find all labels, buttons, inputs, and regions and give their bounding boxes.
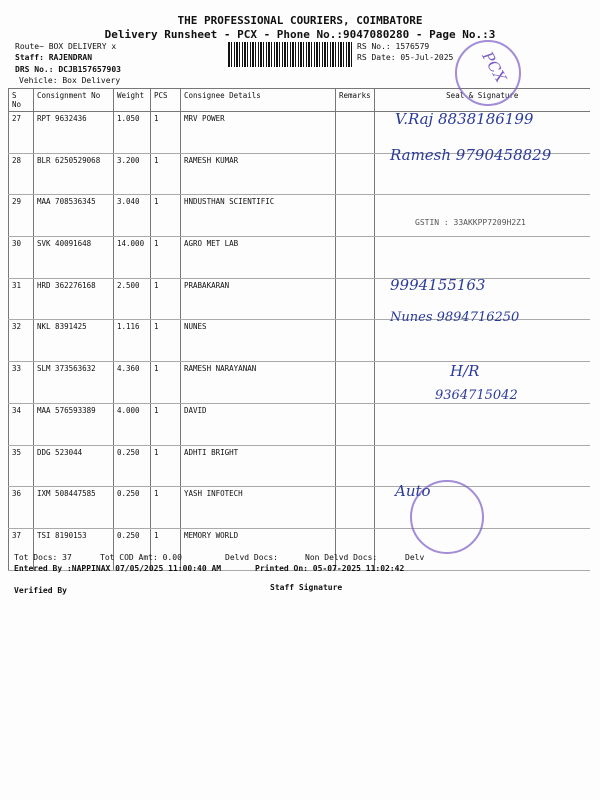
delv: Delv (405, 553, 425, 562)
weight-cell: 1.050 (114, 112, 151, 154)
pcs-cell: 1 (151, 237, 181, 279)
signature-32: Nunes 9894716250 (390, 310, 520, 325)
non-delvd-docs: Non Delvd Docs: (305, 553, 378, 562)
consignment-cell: RPT 9632436 (34, 112, 114, 154)
runsheet-subtitle: Delivery Runsheet - PCX - Phone No.:9047080280 - Page No.:3 (104, 28, 496, 41)
sno-cell: 31 (9, 278, 34, 320)
weight-cell: 4.360 (114, 362, 151, 404)
col-consignment: Consignment No (34, 89, 114, 112)
seal-cell (374, 195, 590, 237)
sno-cell: 28 (9, 153, 34, 195)
remarks-cell (336, 403, 375, 445)
remarks-cell (336, 153, 375, 195)
table-row (9, 403, 591, 445)
drs-no: DRS No.: DCJB157657903 (15, 65, 121, 74)
consignment-cell: MAA 576593389 (34, 403, 114, 445)
weight-cell: 0.250 (114, 487, 151, 529)
seal-cell (374, 237, 590, 279)
sno-cell: 35 (9, 445, 34, 487)
printed-on: Printed On: 05-07-2025 11:02:42 (255, 564, 405, 573)
table-row (9, 237, 591, 279)
consignment-cell: IXM 508447585 (34, 487, 114, 529)
consignee-cell: RAMESH KUMAR (181, 153, 336, 195)
sno-cell: 34 (9, 403, 34, 445)
signature-36: Auto (395, 482, 431, 500)
consignee-cell: HNDUSTHAN SCIENTIFIC (181, 195, 336, 237)
rs-no: RS No.: 1576579 (357, 42, 430, 51)
seal-cell (374, 445, 590, 487)
table-row (9, 445, 591, 487)
seal-cell (374, 320, 590, 362)
rs-date: RS Date: 05-Jul-2025 (357, 53, 454, 62)
remarks-cell (336, 445, 375, 487)
tot-docs: Tot Docs: 37 (14, 553, 72, 562)
pcs-cell: 1 (151, 362, 181, 404)
consignment-cell: MAA 708536345 (34, 195, 114, 237)
staff-signature: Staff Signature (270, 583, 343, 592)
col-seal: Seal & Signature (374, 89, 590, 112)
remarks-cell (336, 320, 375, 362)
route: Route~ BOX DELIVERY x (15, 42, 117, 51)
consignment-cell: DDG 523044 (34, 445, 114, 487)
pcs-cell: 1 (151, 195, 181, 237)
consignment-cell: SVK 40091648 (34, 237, 114, 279)
delvd-docs: Delvd Docs: (225, 553, 278, 562)
remarks-cell (336, 237, 375, 279)
pcs-cell: 1 (151, 278, 181, 320)
col-remarks: Remarks (336, 89, 375, 112)
pcs-cell: 1 (151, 403, 181, 445)
consignee-cell: YASH INFOTECH (181, 487, 336, 529)
col-pcs: PCS (151, 89, 181, 112)
table-row (9, 195, 591, 237)
sno-cell: 33 (9, 362, 34, 404)
col-consignee: Consignee Details (181, 89, 336, 112)
table-row (9, 320, 591, 362)
weight-cell: 0.250 (114, 445, 151, 487)
weight-cell: 3.040 (114, 195, 151, 237)
pcs-cell: 1 (151, 153, 181, 195)
col-sno: S No (9, 89, 34, 112)
sno-cell: 30 (9, 237, 34, 279)
seal-cell (374, 528, 590, 570)
remarks-cell (336, 195, 375, 237)
vehicle: Vehicle: Box Delivery (19, 76, 121, 85)
pcs-cell: 1 (151, 487, 181, 529)
sno-cell: 36 (9, 487, 34, 529)
consignee-cell: RAMESH NARAYANAN (181, 362, 336, 404)
consignment-cell: TSI 8190153 (34, 528, 114, 570)
seal-cell (374, 403, 590, 445)
remarks-cell (336, 362, 375, 404)
sno-cell: 37 (9, 528, 34, 570)
entered-by: Entered By :NAPPINAX 07/05/2025 11:00:40 AM (14, 564, 222, 573)
pcs-cell: 1 (151, 320, 181, 362)
remarks-cell (336, 487, 375, 529)
consignee-cell: MEMORY WORLD (181, 528, 336, 570)
weight-cell: 3.200 (114, 153, 151, 195)
sno-cell: 32 (9, 320, 34, 362)
col-weight: Weight (114, 89, 151, 112)
consignee-cell: PRABAKARAN (181, 278, 336, 320)
verified-by: Verified By (14, 586, 67, 595)
company-title: THE PROFESSIONAL COURIERS, COIMBATORE (177, 14, 423, 27)
consignee-cell: ADHTI BRIGHT (181, 445, 336, 487)
tot-cod: Tot COD Amt: 0.00 (100, 553, 182, 562)
signature-34: 9364715042 (435, 388, 518, 403)
weight-cell: 14.000 (114, 237, 151, 279)
signature-28: Ramesh 9790458829 (390, 146, 552, 164)
pcs-cell: 1 (151, 445, 181, 487)
signature-27: V.Raj 8838186199 (395, 110, 534, 128)
consignee-cell: DAVID (181, 403, 336, 445)
weight-cell: 4.000 (114, 403, 151, 445)
weight-cell: 2.500 (114, 278, 151, 320)
weight-cell: 0.250 (114, 528, 151, 570)
gstin-stamp: GSTIN : 33AKKPP7209H2Z1 (415, 218, 526, 227)
table-row (9, 487, 591, 529)
consignee-cell: AGRO MET LAB (181, 237, 336, 279)
remarks-cell (336, 278, 375, 320)
consignment-cell: BLR 6250529068 (34, 153, 114, 195)
signature-33: H/R (450, 362, 480, 380)
signature-31: 9994155163 (390, 276, 486, 294)
pcx-stamp-text: PCX (478, 48, 510, 86)
remarks-cell (336, 112, 375, 154)
consignment-cell: SLM 373563632 (34, 362, 114, 404)
consignment-cell: NKL 8391425 (34, 320, 114, 362)
sno-cell: 27 (9, 112, 34, 154)
weight-cell: 1.116 (114, 320, 151, 362)
staff: Staff: RAJENDRAN (15, 53, 93, 62)
consignee-cell: NUNES (181, 320, 336, 362)
sno-cell: 29 (9, 195, 34, 237)
pcs-cell: 1 (151, 528, 181, 570)
barcode (228, 42, 353, 67)
consignment-cell: HRD 362276168 (34, 278, 114, 320)
consignee-cell: MRV POWER (181, 112, 336, 154)
pcs-cell: 1 (151, 112, 181, 154)
